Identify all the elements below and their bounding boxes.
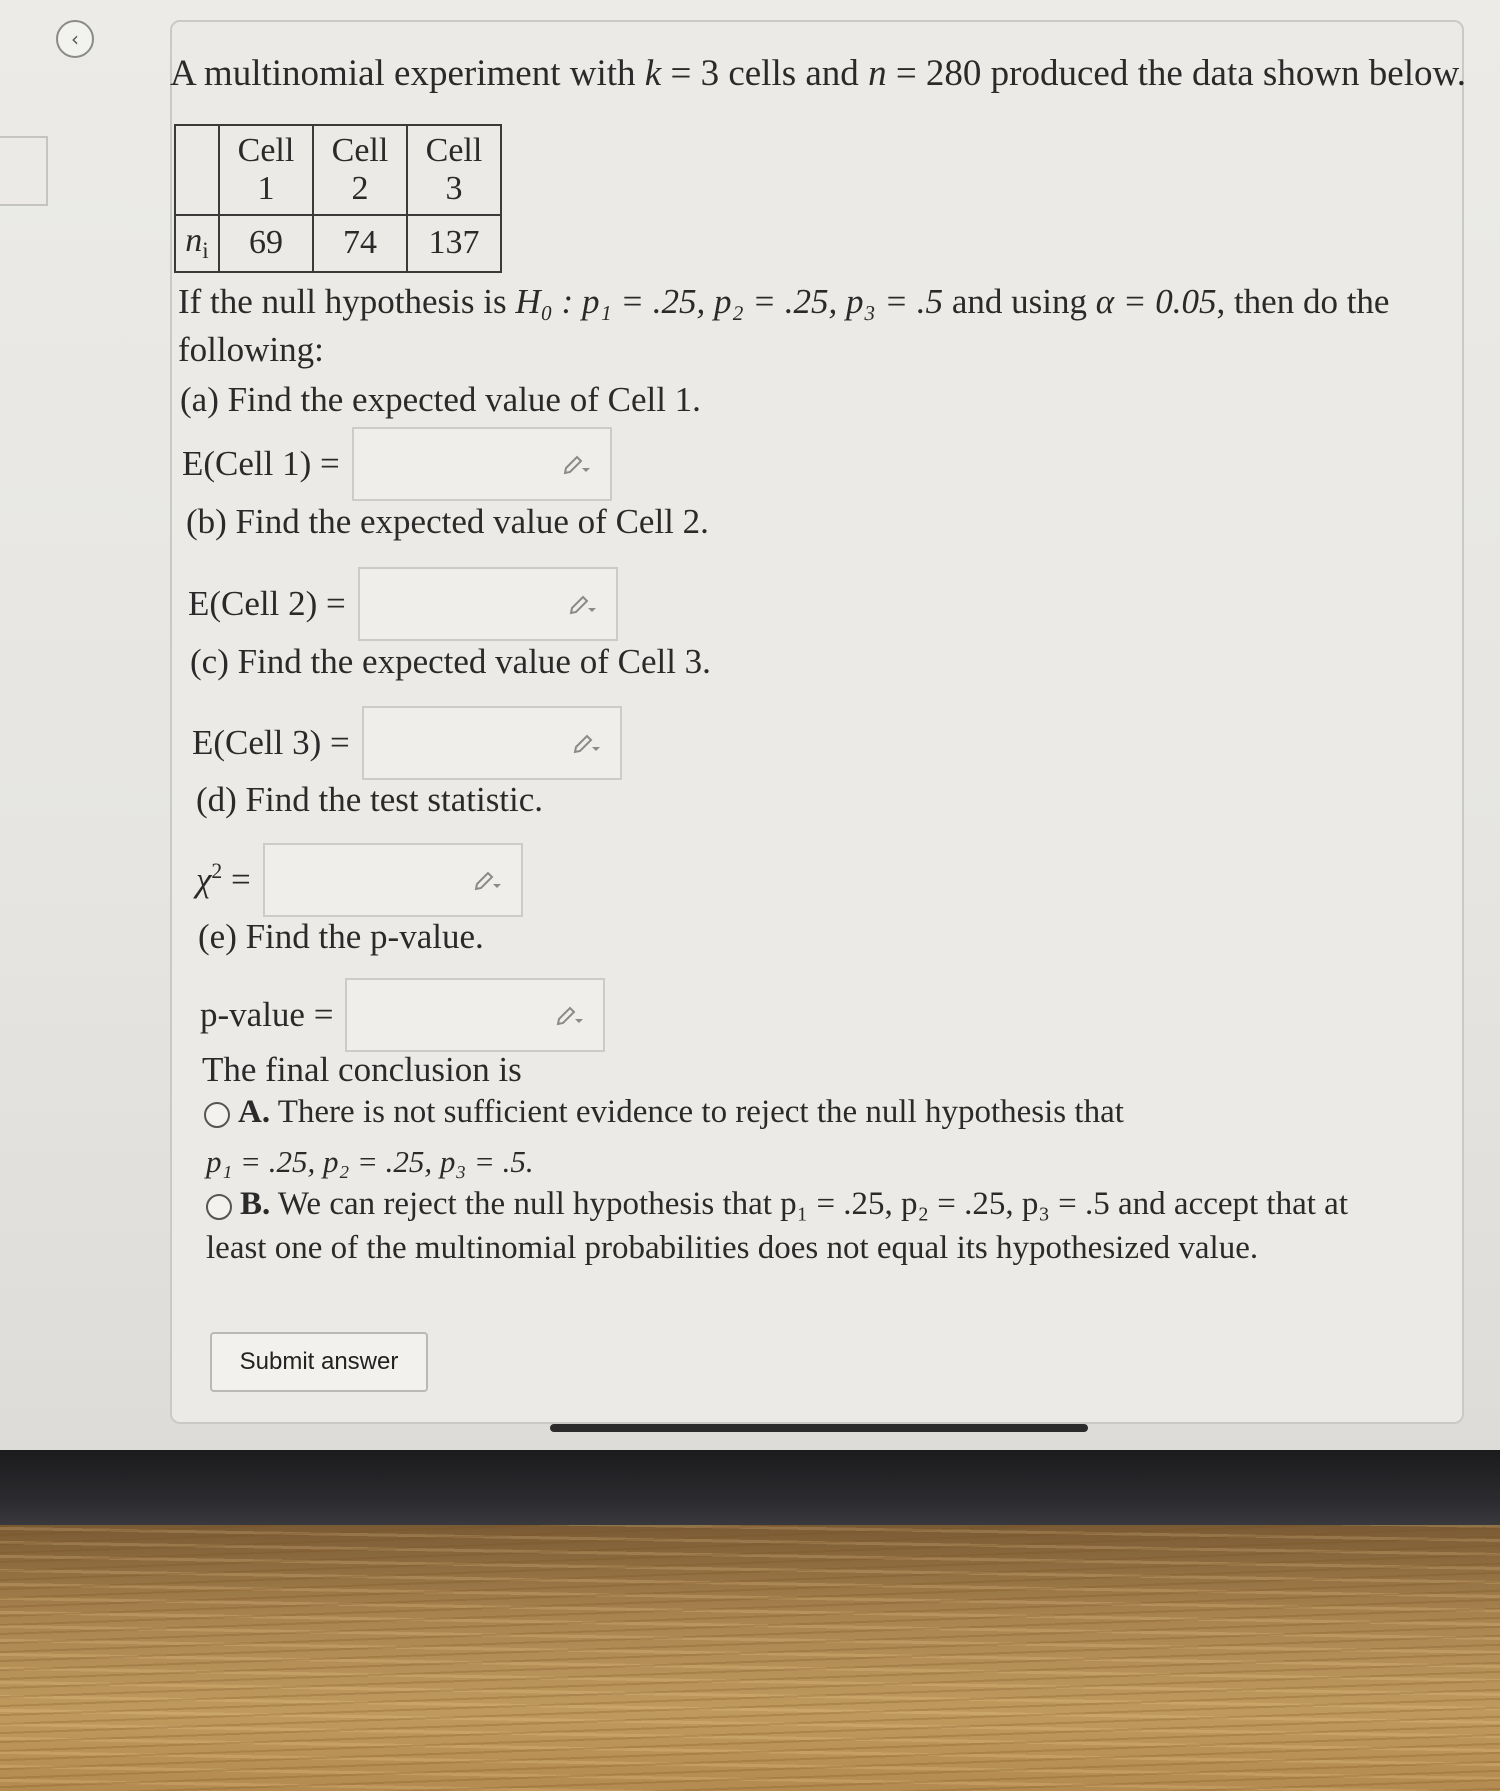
e-cell1-input[interactable] xyxy=(352,427,612,501)
table-header-cell: Cell 3 xyxy=(407,125,501,215)
pencil-dropdown-icon[interactable] xyxy=(568,591,598,615)
n-symbol: n xyxy=(868,53,887,94)
table-cell: 69 xyxy=(219,215,313,272)
option-a-label[interactable]: A. There is not sufficient evidence to reject the null hypothesis that xyxy=(238,1094,1124,1130)
p-value-input[interactable] xyxy=(345,978,605,1052)
option-a[interactable] xyxy=(204,1094,1124,1131)
part-e-label: p-value = xyxy=(200,995,334,1034)
table-header-cell: Cell 2 xyxy=(313,125,407,215)
part-d-label: $\chi^2$ = xyxy=(196,859,251,900)
part-b-answer-row xyxy=(188,567,618,641)
pencil-dropdown-icon[interactable] xyxy=(555,1002,585,1026)
option-a-radio[interactable] xyxy=(204,1102,230,1128)
pencil-dropdown-icon[interactable] xyxy=(473,867,503,891)
table-corner-cell xyxy=(175,125,219,215)
part-d-answer-row xyxy=(196,843,523,917)
table-row-label: $n_i$ xyxy=(175,215,219,272)
table-cell: 74 xyxy=(313,215,407,272)
submit-answer-button[interactable]: Submit answer xyxy=(210,1332,428,1392)
scroll-indicator[interactable] xyxy=(550,1424,1088,1432)
part-b-label: E(Cell 2) = xyxy=(188,584,346,623)
alpha-math: α = 0.05 xyxy=(1095,282,1217,321)
chevron-left-icon: ‹ xyxy=(71,27,79,51)
problem-statement: A multinomial experiment with k = 3 cells and n = 280 produced the data shown below. xyxy=(170,53,1467,94)
table-cell: 137 xyxy=(407,215,501,272)
table-row xyxy=(175,215,501,272)
pencil-dropdown-icon[interactable] xyxy=(562,451,592,475)
part-a-prompt: (a) Find the expected value of Cell 1. xyxy=(180,380,701,419)
null-hypothesis-math: H₀ : p₁ = .25, p₂ = .25, p₃ = .5 xyxy=(515,282,944,321)
desk-surface xyxy=(0,1525,1500,1791)
e-cell2-input[interactable] xyxy=(358,567,618,641)
part-b-prompt: (b) Find the expected value of Cell 2. xyxy=(186,502,709,541)
option-b-continuation: least one of the multinomial probabilities does not equal its hypothesized value. xyxy=(206,1230,1259,1266)
side-panel-tab[interactable] xyxy=(0,136,48,206)
part-a-answer-row xyxy=(182,427,612,501)
table-header-cell: Cell 1 xyxy=(219,125,313,215)
k-symbol: k xyxy=(644,53,662,94)
part-a-label: E(Cell 1) = xyxy=(182,444,340,483)
table-header-row xyxy=(175,125,501,215)
part-d-prompt: (d) Find the test statistic. xyxy=(196,780,544,819)
part-e-prompt: (e) Find the p-value. xyxy=(198,917,484,956)
option-b[interactable] xyxy=(206,1186,1348,1223)
option-b-radio[interactable] xyxy=(206,1194,232,1220)
conclusion-heading: The final conclusion is xyxy=(202,1050,522,1089)
chi-square-input[interactable] xyxy=(263,843,523,917)
option-b-label[interactable]: B. We can reject the null hypothesis that p₁ = .25, p₂ = .25, p₃ = .5 and accept that at xyxy=(240,1186,1348,1222)
hypothesis-continuation: following: xyxy=(178,330,324,369)
screen-bezel xyxy=(0,1450,1500,1525)
hypothesis-statement: If the null hypothesis is H₀ : p₁ = .25, p₂ = .25, p₃ = .5 and using α = 0.05, then do the xyxy=(178,282,1390,321)
back-button[interactable] xyxy=(56,20,94,58)
data-table xyxy=(174,124,502,273)
part-c-answer-row xyxy=(192,706,622,780)
pencil-dropdown-icon[interactable] xyxy=(572,730,602,754)
part-c-prompt: (c) Find the expected value of Cell 3. xyxy=(190,642,711,681)
e-cell3-input[interactable] xyxy=(362,706,622,780)
option-a-math: p₁ = .25, p₂ = .25, p₃ = .5. xyxy=(206,1144,534,1179)
part-c-label: E(Cell 3) = xyxy=(192,723,350,762)
part-e-answer-row xyxy=(200,978,605,1052)
